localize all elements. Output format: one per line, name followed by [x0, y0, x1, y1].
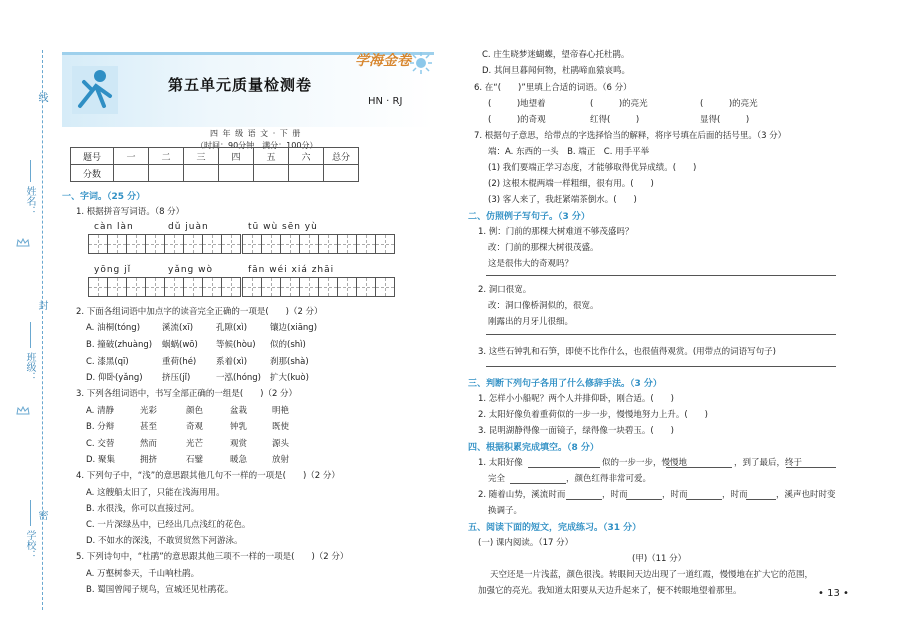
- option: C. 一片深绿丛中，已经出几点浅红的花色。: [86, 520, 251, 530]
- question-2: 2. 下面各组词语中加点字的读音完全正确的一项是( )（2 分）: [76, 307, 323, 317]
- option: 蜗蜗(wō): [162, 340, 198, 350]
- answer-line[interactable]: [486, 275, 836, 276]
- section-4-title: 四、根据积累完成填空。（8 分）: [468, 443, 599, 453]
- fill-text: ，到了最后，终于: [734, 458, 803, 468]
- sun-icon: [410, 52, 432, 74]
- option: A. 万壑树参天，千山响杜鹃。: [86, 569, 200, 579]
- option: 甚至: [140, 422, 158, 432]
- fill-blank-line[interactable]: [746, 499, 776, 500]
- option: B. 蜀国曾闻子规鸟，宣城还见杜鹃花。: [86, 585, 234, 595]
- option: 扩大(kuò): [270, 373, 309, 383]
- question-5: 5. 下列诗句中，“杜鹃”的意思跟其他三项不一样的一项是( )（2 分）: [76, 552, 349, 562]
- fill-blank-line[interactable]: [686, 499, 722, 500]
- fill-blank[interactable]: 显得( ): [700, 115, 750, 125]
- writing-grid[interactable]: [242, 277, 394, 297]
- fill-text: ，时而: [602, 490, 628, 500]
- passage-line: 天空还是一片浅蓝，颜色很浅。转眼间天边出现了一道红霞，慢慢地在扩大它的范围，: [490, 570, 814, 580]
- section-1-title: 一、字词。（25 分）: [62, 192, 146, 202]
- passage-title: (甲)（11 分）: [632, 554, 687, 564]
- list-item: 2. 太阳好像负着重荷似的一步一步，慢慢地努力上升。( ): [478, 410, 708, 420]
- option: 然而: [140, 439, 158, 449]
- option: 光彩: [140, 406, 158, 416]
- option: C. 交替: [86, 439, 115, 449]
- option: B. 水很浅，你可以直接过河。: [86, 504, 200, 514]
- table-cell: 六: [289, 148, 324, 165]
- margin-label-line: 线: [36, 92, 47, 102]
- page-number: • 13 •: [818, 588, 849, 599]
- margin-label-seal: 封: [36, 300, 47, 310]
- definition: 端：A. 东西的一头 B. 端正 C. 用手平举: [488, 147, 650, 157]
- section-3-title: 三、判断下列句子各用了什么修辞手法。（3 分）: [468, 379, 662, 389]
- option: C. 漆黑(qī): [86, 357, 129, 367]
- option: 系着(xì): [216, 357, 248, 367]
- example: 3. 这些石钟乳和石笋，即使不比作什么，也很值得观赏。(用带点的词语写句子): [478, 347, 776, 357]
- fill-blank[interactable]: ( )的亮光: [700, 99, 758, 109]
- table-cell: 题号: [71, 148, 114, 165]
- option: 挤压(jǐ): [162, 373, 191, 383]
- fill-blank[interactable]: ( )地望着: [488, 99, 546, 109]
- writing-grid[interactable]: [88, 277, 164, 297]
- fill-blank-line[interactable]: [626, 499, 662, 500]
- field-school-label: 学校：: [24, 530, 35, 560]
- question-7: 7. 根据句子意思，给带点的字选择恰当的解释，将序号填在后面的括号里。（3 分）: [474, 131, 787, 141]
- list-item: (1) 我们要端正学习态度，才能够取得优异成绩。( ): [488, 163, 697, 173]
- example: 1. 例：门前的那棵大树难道不够茂盛吗？: [478, 227, 634, 237]
- margin-label-secret: 密: [36, 510, 47, 520]
- crown-icon: [16, 238, 30, 247]
- option: B. 撞破(zhuàng): [86, 340, 153, 350]
- binding-dashed-line: [42, 50, 43, 610]
- pinyin: dǔ juàn: [168, 222, 209, 232]
- option: 刹那(shà): [270, 357, 309, 367]
- fill-blank[interactable]: ( )的亮光: [590, 99, 648, 109]
- score-input[interactable]: [184, 165, 219, 182]
- example: 刚露出的月牙儿很细。: [488, 317, 574, 327]
- table-cell: 二: [149, 148, 184, 165]
- option: 石鐾: [186, 455, 204, 465]
- field-class-label: 班级：: [24, 352, 35, 382]
- field-name-blank[interactable]: [30, 160, 31, 182]
- fill-text: ，时而: [662, 490, 688, 500]
- time-score: （时间：90分钟 满分：100分）: [196, 141, 318, 150]
- table-cell: 分数: [71, 165, 114, 182]
- option: 放射: [272, 455, 290, 465]
- option: B. 分辩: [86, 422, 115, 432]
- fill-text: ，时而: [722, 490, 748, 500]
- pinyin: yǎng wò: [168, 265, 213, 275]
- question-6: 6. 在“( )”里填上合适的词语。（6 分）: [474, 83, 632, 93]
- edition-label: HN · RJ: [368, 96, 403, 107]
- pinyin: càn làn: [94, 222, 134, 232]
- pinyin: tū wù sēn yù: [248, 222, 318, 232]
- option: 似的(shì): [270, 340, 306, 350]
- option: D. 不如水的深浅，不敢贸贸然下河游泳。: [86, 536, 243, 546]
- section-2-title: 二、仿照例子写句子。（3 分）: [468, 212, 590, 222]
- option: D. 聚集: [86, 455, 115, 465]
- option: 重荷(hé): [162, 357, 197, 367]
- fill-blank-line[interactable]: [666, 467, 732, 468]
- option: 观赏: [230, 439, 248, 449]
- option: C. 庄生晓梦迷蝴蝶，望帝春心托杜鹃。: [482, 50, 630, 60]
- brand-logo: 学海金卷: [355, 53, 411, 69]
- table-cell: 五: [254, 148, 289, 165]
- option: A. 这艘船太旧了，只能在浅海用用。: [86, 488, 225, 498]
- page-title: 第五单元质量检测卷: [168, 76, 313, 94]
- example: 改：门前的那棵大树很茂盛。: [488, 243, 599, 253]
- pinyin: fān wéi xiá zhāi: [248, 265, 335, 275]
- question-3: 3. 下列各组词语中，书写全部正确的一组是( )（2 分）: [76, 389, 298, 399]
- fill-blank-line[interactable]: [566, 499, 602, 500]
- option: 等候(hòu): [216, 340, 256, 350]
- score-input[interactable]: [219, 165, 254, 182]
- option: A. 清静: [86, 406, 115, 416]
- fill-blank[interactable]: ( )的奇观: [488, 115, 546, 125]
- option: 既使: [272, 422, 290, 432]
- score-table-header-row: [71, 148, 359, 165]
- field-school-blank[interactable]: [30, 500, 31, 526]
- field-class-blank[interactable]: [30, 322, 31, 348]
- example: 2. 洞口很宽。: [478, 285, 532, 295]
- answer-line[interactable]: [486, 334, 836, 335]
- score-input[interactable]: [324, 165, 359, 182]
- table-cell: 三: [184, 148, 219, 165]
- score-input[interactable]: [254, 165, 289, 182]
- option: 奇观: [186, 422, 204, 432]
- option: D. 其间旦暮闻何物，杜鹃啼血猿哀鸣。: [482, 66, 630, 76]
- fill-blank[interactable]: 红得( ): [590, 115, 640, 125]
- option: 孔隙(xì): [216, 323, 248, 333]
- question-4: 4. 下列句子中，“浅”的意思跟其他几句不一样的一项是( )（2 分）: [76, 471, 340, 481]
- option: 溪流(xī): [162, 323, 194, 333]
- list-item: (3) 客人来了，我赶紧端茶倒水。( ): [488, 195, 637, 205]
- option: 颜色: [186, 406, 204, 416]
- score-table-score-row: [71, 165, 359, 182]
- list-item: 3. 昆明湖静得像一面镜子，绿得像一块碧玉。( ): [478, 426, 674, 436]
- option: 拥挤: [140, 455, 158, 465]
- fill-text: 完全: [488, 474, 506, 484]
- option: 盆栽: [230, 406, 248, 416]
- option: A. 油桐(tóng): [86, 323, 141, 333]
- score-input[interactable]: [289, 165, 324, 182]
- option: 源头: [272, 439, 290, 449]
- writing-grid[interactable]: [164, 277, 240, 297]
- fill-text: 1. 太阳好像: [478, 458, 523, 468]
- passage-line: 加强它的亮光。我知道太阳要从天边升起来了，便不转眼地望着那里。: [478, 586, 742, 596]
- section-5-title: 五、阅读下面的短文，完成练习。（31 分）: [468, 523, 642, 533]
- option: 一泓(hóng): [216, 373, 262, 383]
- subsection-title: (一) 课内阅读。（17 分）: [478, 538, 574, 548]
- option: 暖急: [230, 455, 248, 465]
- option: 镶边(xiāng): [270, 323, 318, 333]
- score-table: [70, 147, 359, 182]
- fill-text: 2. 随着山势，溪流时而: [478, 490, 566, 500]
- option: D. 仰卧(yǎng): [86, 373, 143, 383]
- pinyin: yōng jǐ: [94, 265, 132, 275]
- table-cell: 总分: [324, 148, 359, 165]
- score-input[interactable]: [149, 165, 184, 182]
- fill-text: ，颜色红得非常可爱。: [566, 474, 652, 484]
- writing-grid[interactable]: [242, 234, 394, 254]
- fill-text: 换调子。: [488, 506, 523, 516]
- question-1: 1. 根据拼音写词语。（8 分）: [76, 207, 185, 217]
- list-item: 1. 怎样小小船呢？两个人并排仰卧，刚合适。( ): [478, 394, 674, 404]
- score-input[interactable]: [114, 165, 149, 182]
- example: 这是很伟大的奇观吗？: [488, 259, 574, 269]
- option: 明艳: [272, 406, 290, 416]
- grade-subtitle: 四 年 级 语 文 · 下 册: [210, 129, 302, 138]
- writing-grid[interactable]: [88, 234, 164, 254]
- field-name-label: 姓名：: [24, 186, 35, 216]
- runner-logo-icon: [70, 62, 120, 118]
- list-item: (2) 这根木棍两端一样粗细，很有用。( ): [488, 179, 654, 189]
- fill-blank-line[interactable]: [510, 483, 566, 484]
- example: 改：洞口像桥洞似的，很宽。: [488, 301, 599, 311]
- crown-icon: [16, 406, 30, 415]
- option: 光芒: [186, 439, 204, 449]
- answer-line[interactable]: [486, 366, 836, 367]
- writing-grid[interactable]: [164, 234, 240, 254]
- fill-blank-line[interactable]: [528, 467, 600, 468]
- option: 钟乳: [230, 422, 248, 432]
- fill-text: 似的一步一步，慢慢地: [602, 458, 688, 468]
- table-cell: 四: [219, 148, 254, 165]
- fill-text: ，溪声也时时变: [776, 490, 836, 500]
- fill-blank-line[interactable]: [786, 467, 836, 468]
- table-cell: 一: [114, 148, 149, 165]
